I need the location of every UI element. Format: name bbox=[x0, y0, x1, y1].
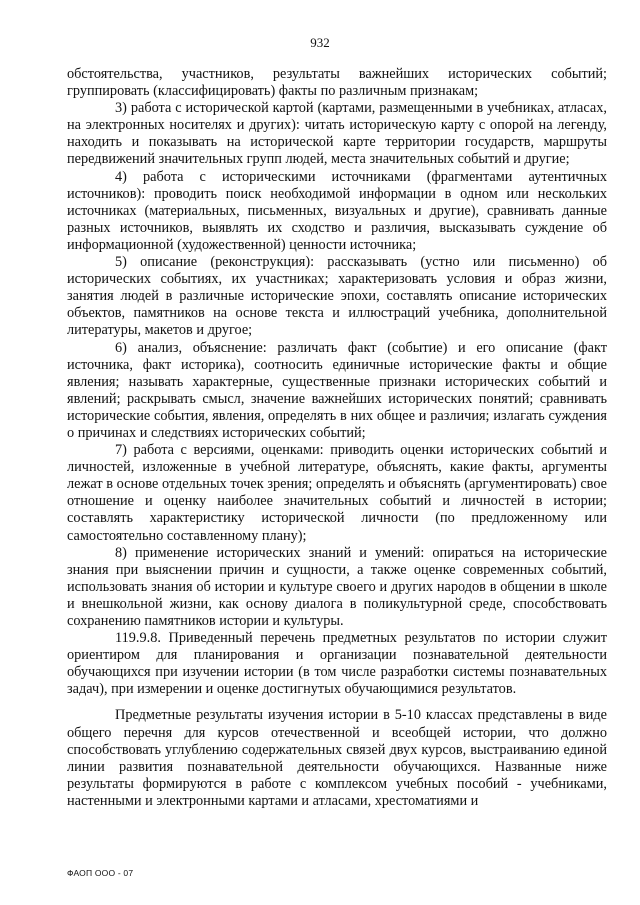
paragraph-section-119-9-8: 119.9.8. Приведенный перечень предметных результатов по истории служит ориентиром для планирования и организации познавательной деятельности обучающихся при изучении истории (в том числе разработки системы познавательных задач), при измерении и оценке достигнутых обучающимися результатов. bbox=[67, 630, 607, 698]
paragraph-item-6-analysis: 6) анализ, объяснение: различать факт (событие) и его описание (факт источника, факт историка), соотносить единичные исторические факты и общие явления; называть характерные, существенные признаки исторических событий и явлений; раскрывать смысл, значение важнейших исторических понятий; сравнивать исторические события, явления, определять в них общее и различия; излагать суждения о причинах и следствиях исторических событий; bbox=[67, 339, 607, 441]
paragraph-item-3-map-work: 3) работа с исторической картой (картами, размещенными в учебниках, атласах, на электронных носителях и других): читать историческую карту с опорой на легенду, находить и показывать на исторической карте территории государств, маршруты передвижений значительных групп людей, места значительных событий и другие; bbox=[67, 100, 607, 168]
paragraph-continuation: обстоятельства, участников, результаты важнейших исторических событий; группировать (классифицировать) факты по различным признакам; bbox=[67, 66, 607, 100]
footer-document-code: ФАОП ООО - 07 bbox=[67, 868, 134, 878]
page-number: 932 bbox=[310, 35, 330, 50]
paragraph-subject-results: Предметные результаты изучения истории в 5-10 классах представлены в виде общего перечня для курсов отечественной и всеобщей истории, что должно способствовать углублению содержательных связей двух курсов, выстраиванию единой линии развития познавательной деятельности обучающихся. Названные ниже результаты формируются в работе с комплексом учебных пособий - учебниками, настенными и электронными картами и атласами, хрестоматиями и bbox=[67, 707, 607, 809]
paragraph-item-4-sources-work: 4) работа с историческими источниками (фрагментами аутентичных источников): проводить поиск необходимой информации в одном или нескольких источниках (материальных, письменных, визуальных и другие), сравнивать данные разных источников, выявлять их сходство и различия, высказывать суждение об информационной (художественной) ценности источника; bbox=[67, 168, 607, 253]
paragraph-item-5-description: 5) описание (реконструкция): рассказывать (устно или письменно) об исторических событиях, их участниках; характеризовать условия и образ жизни, занятия людей в различные исторические эпохи, составлять описание исторических объектов, памятников на основе текста и иллюстраций учебника, дополнительной литературы, макетов и другое; bbox=[67, 254, 607, 339]
document-body bbox=[67, 66, 607, 810]
paragraph-item-7-versions: 7) работа с версиями, оценками: приводить оценки исторических событий и личностей, изложенные в учебной литературе, объяснять, какие факты, аргументы лежат в основе отдельных точек зрения; определять и объяснять (аргументировать) свое отношение и оценку наиболее значительных событий и личностей в истории; составлять характеристику исторической личности (по предложенному или самостоятельно составленному плану); bbox=[67, 442, 607, 544]
paragraph-item-8-application: 8) применение исторических знаний и умений: опираться на исторические знания при выяснении причин и сущности, а также оценке современных событий, использовать знания об истории и культуре своего и других народов в общении в школе и внешкольной жизни, как основу диалога в поликультурной среде, способствовать сохранению памятников истории и культуры. bbox=[67, 544, 607, 629]
